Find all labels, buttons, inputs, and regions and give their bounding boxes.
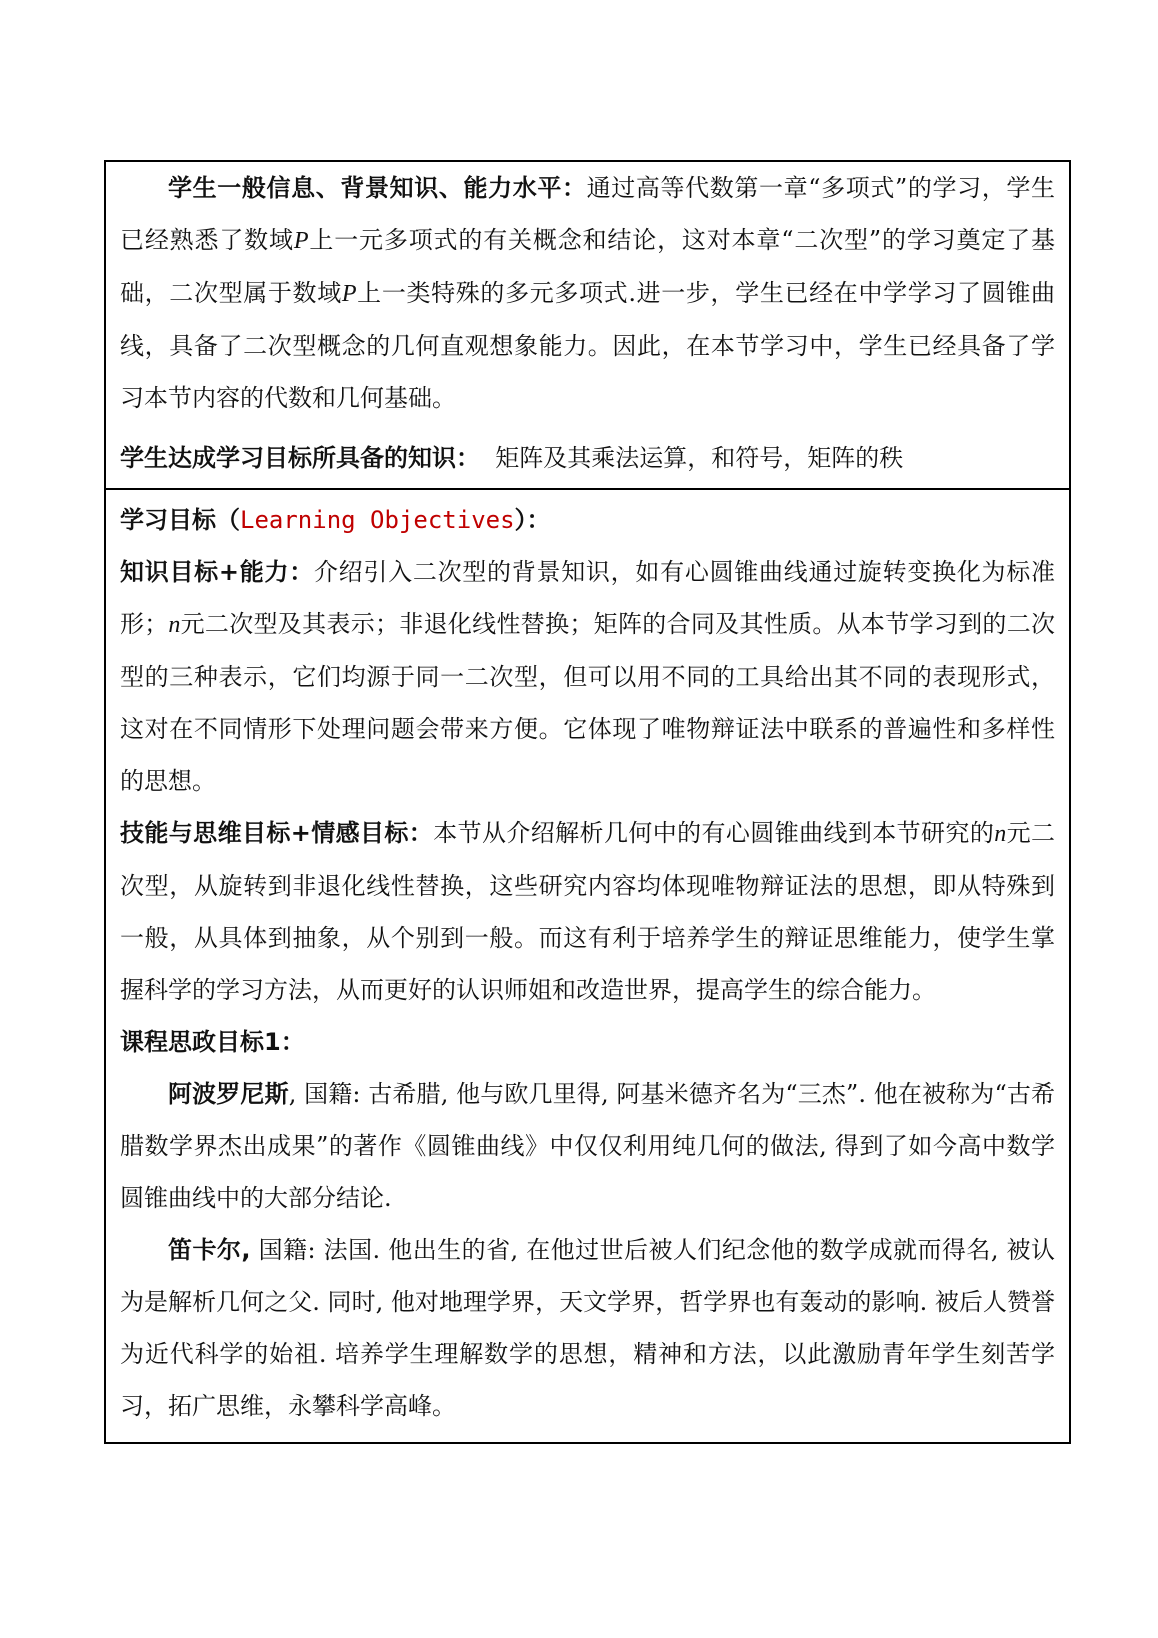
learning-objectives-cell bbox=[106, 490, 1069, 1442]
skill-objective-paragraph: 技能与思维目标+情感目标：本节从介绍解析几何中的有心圆锥曲线到本节研究的n元二次型，从旋转到非退化线性替换，这些研究内容均体现唯物辩证法的思想，即从特殊到一般，从具体到抽象，从个别到一般。而这有利于培养学生的辩证思维能力，使学生掌握科学的学习方法，从而更好的认识师姐和改造世界，提高学生的综合能力。 bbox=[120, 819, 1056, 1004]
descartes-name: 笛卡尔, bbox=[168, 1236, 251, 1264]
prerequisite-text: 矩阵及其乘法运算，和符号，矩阵的秩 bbox=[495, 444, 904, 472]
prerequisite-heading: 学生达成学习目标所具备的知识： bbox=[120, 444, 480, 472]
ideology-heading: 课程思政目标1： bbox=[120, 1028, 305, 1056]
prerequisite-paragraph bbox=[120, 432, 1055, 484]
student-background-cell bbox=[106, 162, 1069, 490]
apollonius-paragraph: 阿波罗尼斯, 国籍: 古希腊, 他与欧几里得, 阿基米德齐名为“三杰”. 他在被称为“古希腊数学界杰出成果”的著作《圆锥曲线》中仅仅利用纯几何的做法, 得到了如今高中数学圆锥曲线中的大部分结论. bbox=[120, 1080, 1055, 1212]
knowledge-objective-paragraph: 知识目标+能力：介绍引入二次型的背景知识，如有心圆锥曲线通过旋转变换化为标准形；n元二次型及其表示；非退化线性替换；矩阵的合同及其性质。从本节学习到的二次型的三种表示，它们均源于同一二次型，但可以用不同的工具给出其不同的表现形式，这对在不同情形下处理问题会带来方便。它体现了唯物辩证法中联系的普遍性和多样性的思想。 bbox=[120, 558, 1056, 795]
apollonius-name: 阿波罗尼斯 bbox=[168, 1080, 289, 1108]
background-paragraph: 学生一般信息、背景知识、能力水平：通过高等代数第一章“多项式”的学习，学生已经熟悉了数域P上一元多项式的有关概念和结论，这对本章“二次型”的学习奠定了基础，二次型属于数域P上一类特殊的多元多项式.进一步，学生已经在中学学习了圆锥曲线，具备了二次型概念的几何直观想象能力。因此，在本节学习中，学生已经具备了学习本节内容的代数和几何基础。 bbox=[120, 174, 1055, 412]
descartes-paragraph: 笛卡尔, 国籍: 法国. 他出生的省, 在他过世后被人们纪念他的数学成就而得名, 被认为是解析几何之父. 同时, 他对地理学界，天文学界，哲学界也有轰动的影响. 被后人赞誉为近代科学的始祖. 培养学生理解数学的思想，精神和方法，以此激励青年学生刻苦学习，拓广思维，永攀科学高峰。 bbox=[120, 1236, 1055, 1420]
knowledge-heading: 知识目标+能力： bbox=[120, 558, 314, 586]
ideology-heading-paragraph bbox=[120, 1016, 1055, 1068]
background-heading: 学生一般信息、背景知识、能力水平： bbox=[168, 174, 587, 202]
skill-heading: 技能与思维目标+情感目标： bbox=[120, 819, 434, 847]
objectives-title: 学习目标（Learning Objectives）： bbox=[120, 506, 551, 534]
lesson-info-table bbox=[104, 160, 1071, 1444]
